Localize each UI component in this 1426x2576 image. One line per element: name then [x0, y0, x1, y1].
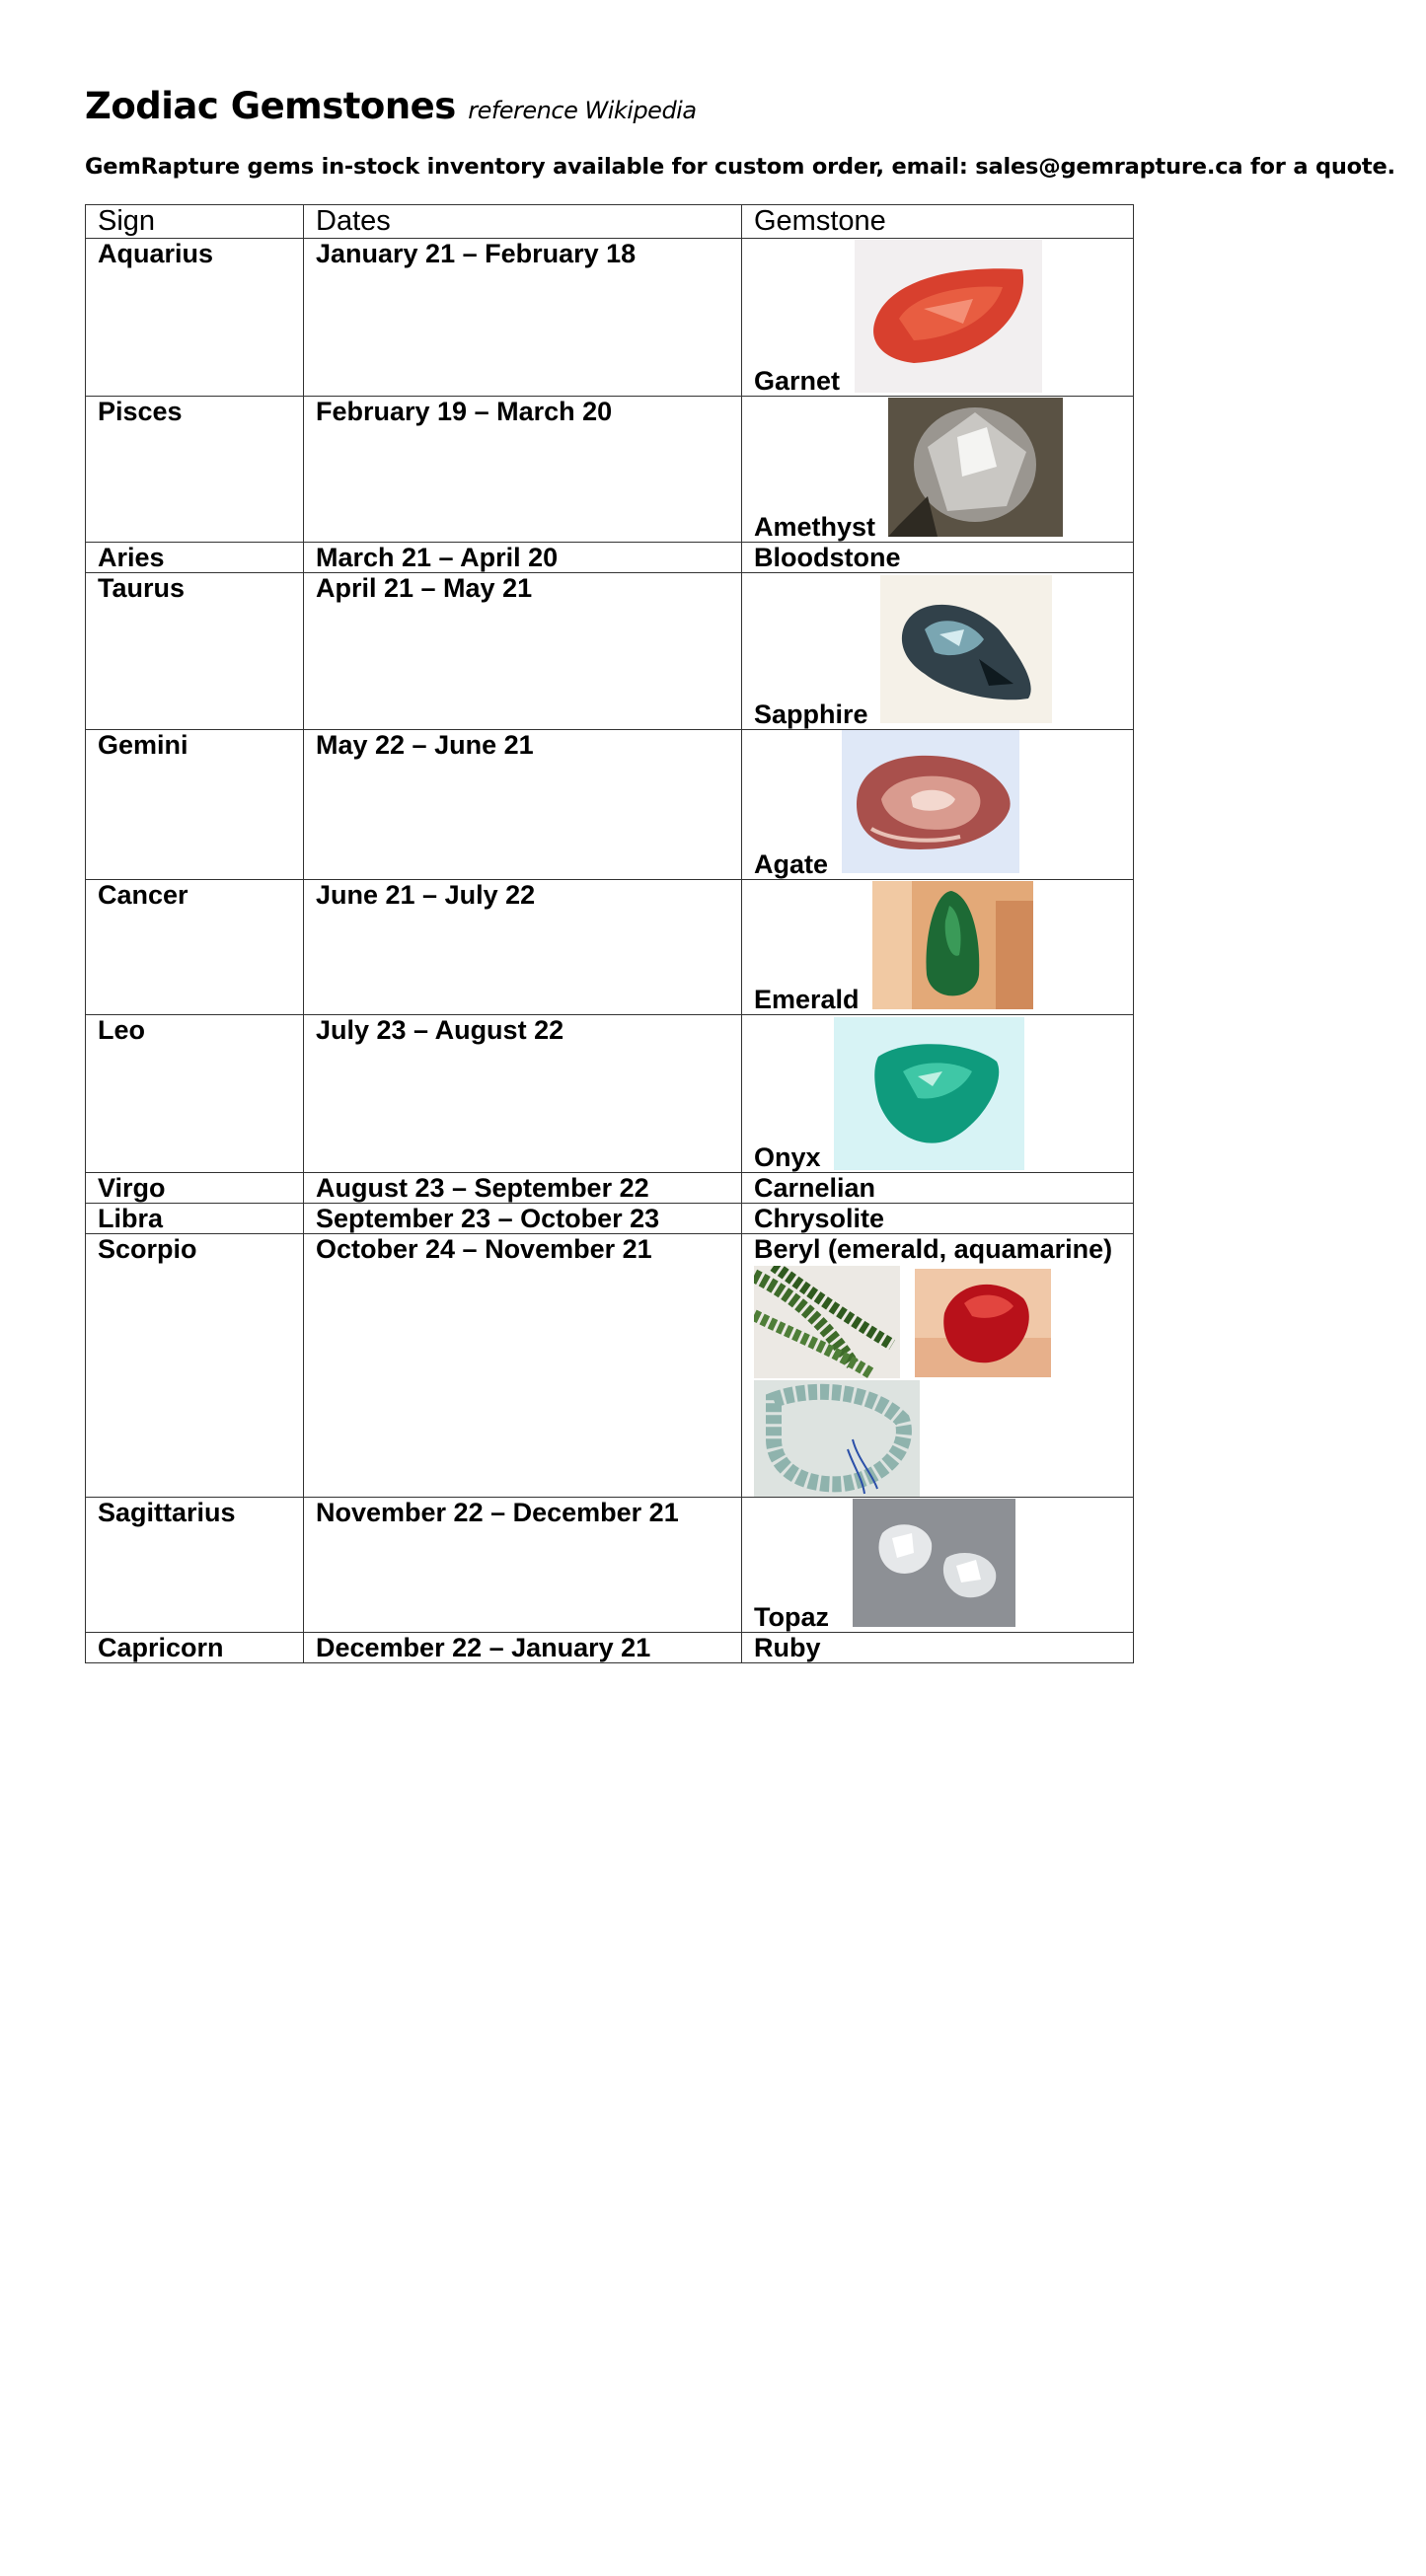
dates-cell: July 23 – August 22: [304, 1015, 742, 1173]
gemstone-name: Beryl (emerald, aquamarine): [754, 1234, 1113, 1264]
sign-cell: Cancer: [86, 880, 304, 1015]
ruby-photo: [915, 1269, 1051, 1377]
gemstone-cell: [742, 880, 1134, 1015]
dates-cell: November 22 – December 21: [304, 1498, 742, 1633]
dates-cell: March 21 – April 20: [304, 543, 742, 573]
table-row: [86, 1173, 1134, 1204]
aquamarine-beads-photo: [754, 1380, 920, 1497]
sign-cell: Capricorn: [86, 1633, 304, 1663]
table-row: [86, 880, 1134, 1015]
sign-cell: Sagittarius: [86, 1498, 304, 1633]
inventory-note: GemRapture gems in-stock inventory available for custom order, email: sales@gemrapture.ca for a quote.: [85, 154, 1395, 180]
table-header-row: [86, 205, 1134, 239]
dates-cell: May 22 – June 21: [304, 730, 742, 880]
sign-cell: Aquarius: [86, 239, 304, 397]
page-title: [85, 85, 697, 127]
gemstone-name: Sapphire: [754, 699, 868, 729]
emerald-beads-photo: [754, 1266, 900, 1378]
table-row: [86, 397, 1134, 543]
table-row: [86, 1498, 1134, 1633]
gemstone-cell: Ruby: [742, 1633, 1134, 1663]
gemstone-name: Onyx: [754, 1142, 821, 1172]
gemstone-cell: [742, 1234, 1134, 1498]
gemstone-cell: [742, 730, 1134, 880]
agate-photo: [842, 730, 1019, 873]
sign-cell: Leo: [86, 1015, 304, 1173]
gemstone-cell: [742, 239, 1134, 397]
sapphire-photo: [880, 575, 1052, 723]
table-row: [86, 1633, 1134, 1663]
sign-cell: Aries: [86, 543, 304, 573]
emerald-photo: [872, 881, 1033, 1009]
sign-cell: Taurus: [86, 573, 304, 730]
sign-cell: Libra: [86, 1204, 304, 1234]
amethyst-photo: [888, 398, 1063, 537]
dates-cell: April 21 – May 21: [304, 573, 742, 730]
gemstone-name: Topaz: [754, 1602, 829, 1632]
garnet-photo: [855, 240, 1042, 393]
dates-cell: September 23 – October 23: [304, 1204, 742, 1234]
topaz-photo: [853, 1499, 1015, 1627]
table-row: [86, 1204, 1134, 1234]
gemstone-cell: Chrysolite: [742, 1204, 1134, 1234]
zodiac-gemstone-table: [85, 204, 1134, 1663]
sign-cell: Virgo: [86, 1173, 304, 1204]
table-row: [86, 573, 1134, 730]
dates-cell: January 21 – February 18: [304, 239, 742, 397]
dates-cell: December 22 – January 21: [304, 1633, 742, 1663]
title-reference-note: reference Wikipedia: [468, 97, 697, 124]
dates-cell: February 19 – March 20: [304, 397, 742, 543]
onyx-photo: [834, 1017, 1024, 1170]
gemstone-name: Agate: [754, 849, 829, 879]
gemstone-name: Garnet: [754, 366, 841, 396]
table-row: [86, 239, 1134, 397]
sign-cell: Pisces: [86, 397, 304, 543]
gemstone-cell: Carnelian: [742, 1173, 1134, 1204]
column-header-gemstone: Gemstone: [742, 205, 1134, 239]
table-row: [86, 1234, 1134, 1498]
gemstone-cell: [742, 573, 1134, 730]
gemstone-cell: [742, 397, 1134, 543]
dates-cell: August 23 – September 22: [304, 1173, 742, 1204]
dates-cell: October 24 – November 21: [304, 1234, 742, 1498]
table-row: [86, 543, 1134, 573]
gemstone-cell: [742, 1015, 1134, 1173]
title-text: Zodiac Gemstones: [85, 85, 456, 127]
gemstone-name: Amethyst: [754, 512, 876, 542]
table-row: [86, 1015, 1134, 1173]
dates-cell: June 21 – July 22: [304, 880, 742, 1015]
gemstone-cell: [742, 1498, 1134, 1633]
column-header-dates: Dates: [304, 205, 742, 239]
gemstone-name: Emerald: [754, 985, 860, 1014]
gemstone-cell: Bloodstone: [742, 543, 1134, 573]
column-header-sign: Sign: [86, 205, 304, 239]
table-row: [86, 730, 1134, 880]
sign-cell: Scorpio: [86, 1234, 304, 1498]
sign-cell: Gemini: [86, 730, 304, 880]
